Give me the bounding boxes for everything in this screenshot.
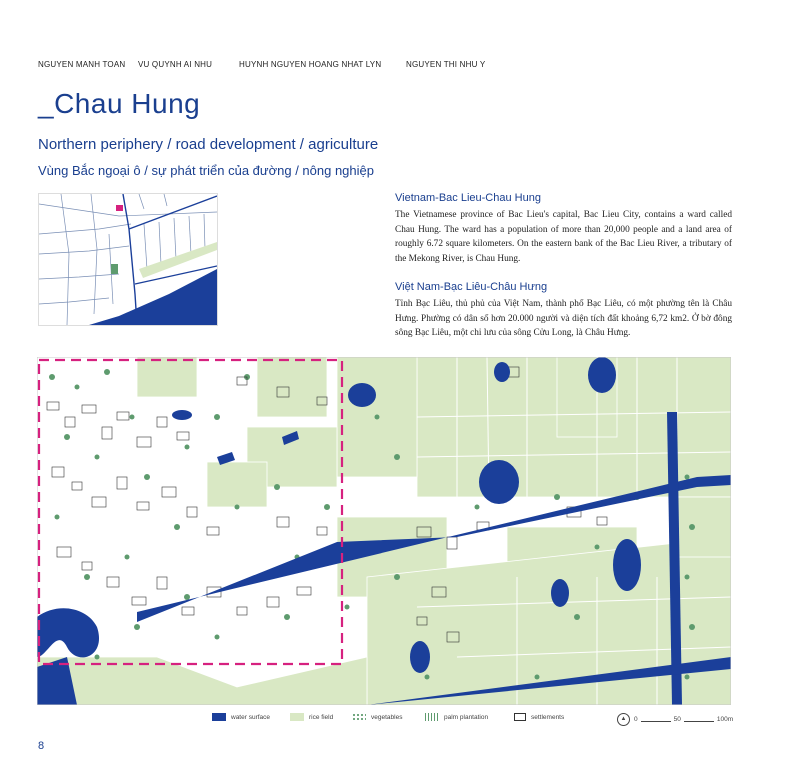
section-heading: Vietnam-Bac Lieu-Chau Hung xyxy=(395,192,541,204)
scale-line xyxy=(684,718,714,722)
land-use-map xyxy=(37,357,731,705)
subtitle-english: Northern periphery / road development / agriculture xyxy=(38,136,379,153)
page-number: 8 xyxy=(38,740,45,752)
rice-swatch-icon xyxy=(290,713,304,721)
legend-palm xyxy=(425,713,488,721)
legend-label: settlements xyxy=(531,713,565,721)
scale-line xyxy=(641,718,671,722)
palm-swatch-icon xyxy=(425,713,439,721)
legend-settlements xyxy=(514,713,564,721)
author-name: NGUYEN THI NHU Y xyxy=(406,60,486,69)
legend-label: palm plantation xyxy=(444,713,489,721)
north-arrow-icon: ▲ xyxy=(617,713,630,726)
section-body: The Vietnamese province of Bac Lieu's capital, Bac Lieu City, contains a ward called Chau Hung. The ward has a population of more than 20,000 people and a land area of roughly 6.72 square kilometers. On the eastern bank of the Bac Lieu River, a tributary of the Mekong River, is Chau Hung. xyxy=(395,210,732,264)
section-body: Tỉnh Bạc Liêu, thủ phủ của Việt Nam, thành phố Bạc Liêu, có một phường tên là Châu Hưng. Phường có dân số hơn 20.000 người và diện tích đất khoảng 6,72 km2. Ở bờ đông sông Bạc Liêu, một chi lưu của sông Cửu Long, là Châu Hưng. xyxy=(395,299,732,339)
legend-rice xyxy=(290,713,333,721)
settlements-swatch-icon xyxy=(514,713,526,721)
page-title: _Chau Hung xyxy=(38,88,201,119)
scale-end: 100m xyxy=(716,716,734,723)
land-use-map-graphic xyxy=(37,357,731,705)
vegetables-swatch-icon xyxy=(352,713,366,721)
locator-map-graphic xyxy=(39,194,217,325)
locator-map xyxy=(38,193,218,326)
subtitle-vietnamese: Vùng Bắc ngoại ô / sự phát triển của đường / nông nghiệp xyxy=(38,163,374,178)
section-vietnamese xyxy=(395,281,732,341)
legend-label: water surface xyxy=(231,713,271,721)
author-name: VU QUYNH AI NHU xyxy=(138,60,213,69)
scale-zero: 0 xyxy=(634,716,638,723)
legend-water xyxy=(212,713,270,721)
legend-label: vegetables xyxy=(371,713,403,721)
section-english xyxy=(395,192,732,266)
section-heading: Việt Nam-Bạc Liêu-Châu Hưng xyxy=(395,281,548,293)
map-legend xyxy=(212,713,742,727)
author-name: HUYNH NGUYEN HOANG NHAT LYN xyxy=(239,60,382,69)
legend-label: rice field xyxy=(309,713,334,721)
scale-bar xyxy=(617,713,733,726)
water-swatch-icon xyxy=(212,713,226,721)
legend-vegetables xyxy=(352,713,402,721)
author-name: NGUYEN MANH TOAN xyxy=(38,60,126,69)
scale-mid: 50 xyxy=(673,716,681,723)
